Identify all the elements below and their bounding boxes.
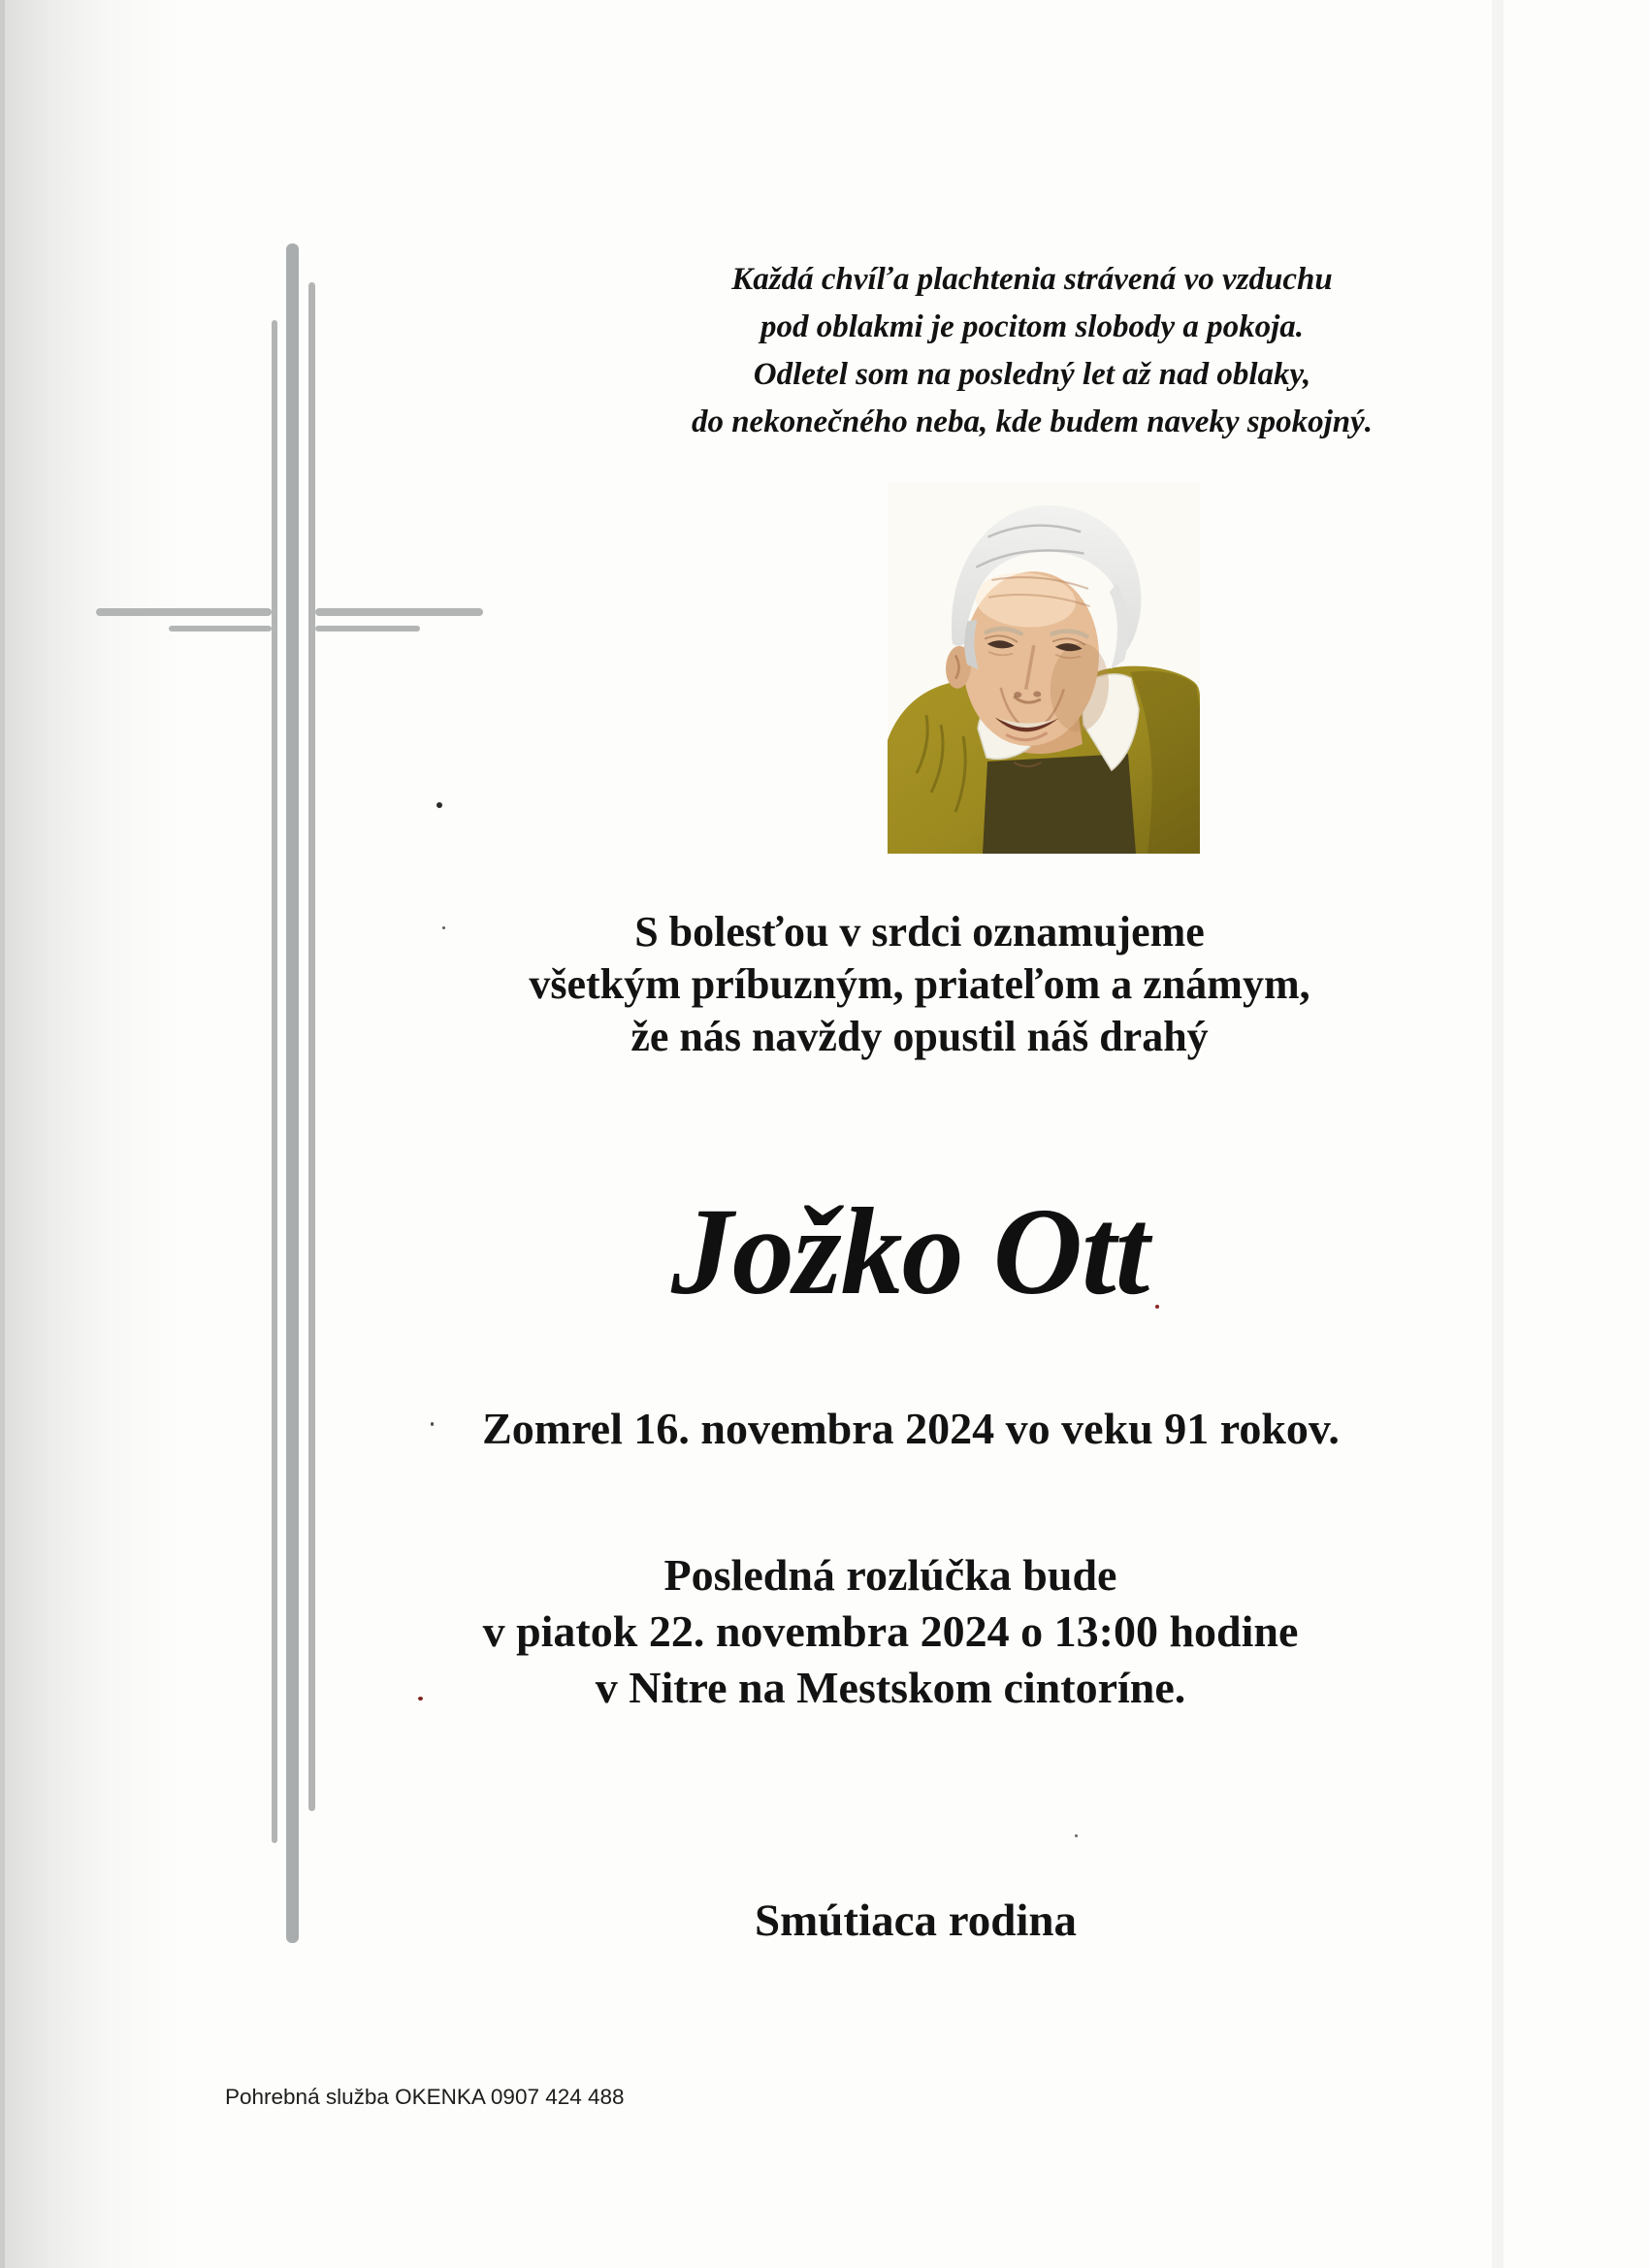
poem-line-1: Každá chvíľa plachtenia strávená vo vzduchu bbox=[731, 262, 1333, 297]
cross-vertical-left-line bbox=[272, 320, 277, 1843]
funeral-info bbox=[454, 1547, 1327, 1716]
scan-speck bbox=[442, 926, 445, 929]
deceased-name: Jožko Ott bbox=[670, 1183, 1149, 1320]
cross-bar-upper-right bbox=[315, 608, 483, 616]
funeral-line-2: v piatok 22. novembra 2024 o 13:00 hodine bbox=[482, 1606, 1299, 1656]
announcement-line-3: že nás navždy opustil náš drahý bbox=[630, 1013, 1209, 1060]
mourning-family-line: Smútiaca rodina bbox=[754, 1895, 1078, 1946]
scan-speck bbox=[436, 802, 442, 808]
funeral-service-footer: Pohrebná služba OKENKA 0907 424 488 bbox=[225, 2085, 625, 2109]
scan-speck bbox=[1075, 1834, 1078, 1837]
death-date-line: Zomrel 16. novembra 2024 vo veku 91 rokov. bbox=[482, 1404, 1340, 1453]
scan-shading-left bbox=[0, 0, 184, 2268]
cross-vertical-center-line bbox=[286, 243, 299, 1943]
poem-line-4: do nekonečného neba, kde budem naveky spokojný. bbox=[691, 405, 1374, 439]
announcement-line-2: všetkým príbuzným, priateľom a známym, bbox=[529, 960, 1310, 1008]
scan-speck bbox=[431, 1422, 434, 1426]
scan-speck bbox=[1155, 1305, 1159, 1309]
announcement-text bbox=[483, 906, 1356, 1063]
poem-line-2: pod oblakmi je pocitom slobody a pokoja. bbox=[760, 309, 1305, 344]
cross-vertical-right-line bbox=[308, 282, 315, 1811]
cross-bar-upper-left bbox=[96, 608, 272, 616]
poem-line-3: Odletel som na posledný let až nad oblaky, bbox=[753, 357, 1311, 392]
funeral-line-3: v Nitre na Mestskom cintoríne. bbox=[595, 1663, 1186, 1712]
scan-edge-left bbox=[0, 0, 5, 2268]
scan-speck bbox=[418, 1697, 423, 1701]
portrait-photo bbox=[888, 482, 1200, 854]
scan-streak-right bbox=[1492, 0, 1504, 2268]
announcement-line-1: S bolesťou v srdci oznamujeme bbox=[634, 908, 1205, 956]
memorial-poem bbox=[644, 256, 1420, 446]
cross-bar-lower-left bbox=[169, 626, 272, 632]
funeral-line-1: Posledná rozlúčka bude bbox=[663, 1550, 1117, 1600]
cross-bar-lower-right bbox=[315, 626, 420, 632]
